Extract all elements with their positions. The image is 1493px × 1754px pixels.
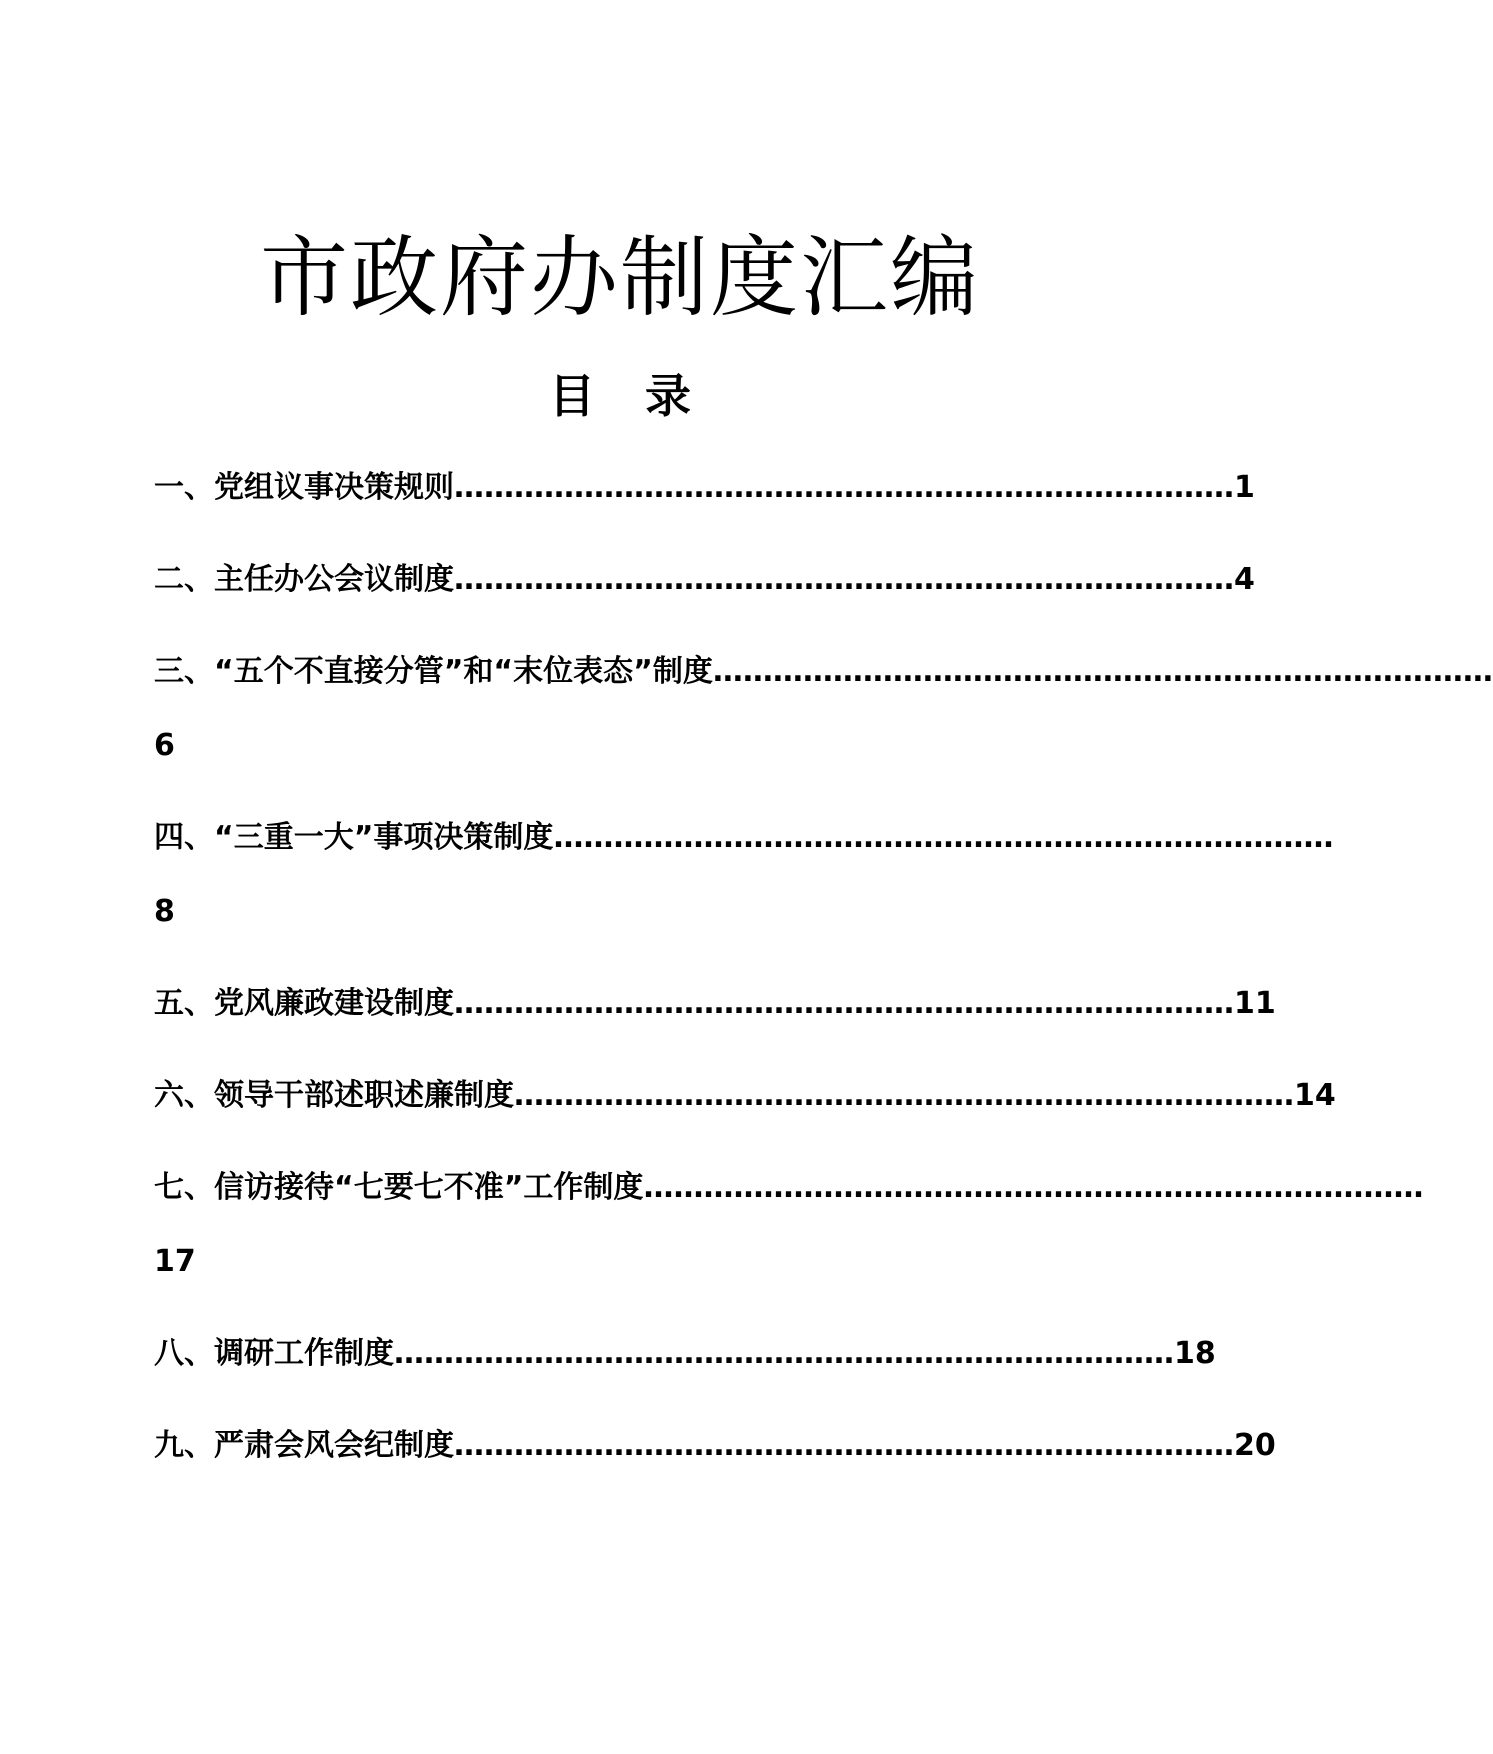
- toc-dot-leader: ……………………………………………………………………: [454, 562, 1234, 597]
- toc-entry-label: 二、主任办公会议制度: [154, 562, 454, 597]
- toc-entry-page: 4: [1234, 562, 1255, 597]
- toc-entry-label: 三、“五个不直接分管”和“末位表态”制度: [154, 654, 713, 689]
- toc-entry[interactable]: [154, 982, 1276, 1026]
- toc-entry-page: 11: [1234, 986, 1276, 1021]
- toc-entry[interactable]: [154, 816, 1334, 934]
- toc-entry-page: 6: [154, 728, 175, 763]
- toc-dot-leader: ……………………………………………………………………: [514, 1078, 1294, 1113]
- toc-dot-leader: ……………………………………………………………………: [553, 820, 1334, 855]
- toc-heading-char-1: 目: [549, 369, 595, 423]
- toc-entry-label: 四、“三重一大”事项决策制度: [154, 820, 554, 855]
- toc-entry[interactable]: [154, 466, 1255, 510]
- toc-entry[interactable]: [154, 558, 1255, 602]
- toc-dot-leader: ……………………………………………………………………: [643, 1170, 1424, 1205]
- toc-entry-label: 七、信访接待“七要七不准”工作制度: [154, 1170, 644, 1205]
- toc-entry[interactable]: [154, 1166, 1424, 1284]
- toc-entry-label: 八、调研工作制度: [154, 1336, 394, 1371]
- toc-dot-leader: ……………………………………………………………………: [394, 1336, 1174, 1371]
- toc-entry[interactable]: [154, 650, 1493, 768]
- toc-entry-page: 14: [1294, 1078, 1336, 1113]
- toc-entry-page: 8: [154, 894, 175, 929]
- toc-entry-label: 五、党风廉政建设制度: [154, 986, 454, 1021]
- toc-dot-leader: ……………………………………………………………………: [454, 1428, 1234, 1463]
- toc-entry[interactable]: [154, 1332, 1216, 1376]
- toc-entry-label: 一、党组议事决策规则: [154, 470, 454, 505]
- toc-entry-label: 六、领导干部述职述廉制度: [154, 1078, 514, 1113]
- toc-entry-page: 18: [1174, 1336, 1216, 1371]
- table-of-contents: [154, 466, 1493, 1516]
- document-title: 市政府办制度汇编: [259, 226, 980, 329]
- toc-dot-leader: ……………………………………………………………………: [712, 654, 1493, 689]
- toc-entry-page: 1: [1234, 470, 1255, 505]
- toc-heading: [0, 368, 1240, 424]
- toc-heading-char-2: 录: [645, 369, 691, 423]
- toc-entry-page: 20: [1234, 1428, 1276, 1463]
- toc-entry[interactable]: [154, 1074, 1336, 1118]
- toc-entry[interactable]: [154, 1424, 1276, 1468]
- toc-dot-leader: ……………………………………………………………………: [454, 470, 1234, 505]
- toc-entry-label: 九、严肃会风会纪制度: [154, 1428, 454, 1463]
- toc-dot-leader: ……………………………………………………………………: [454, 986, 1234, 1021]
- toc-entry-page: 17: [154, 1244, 196, 1279]
